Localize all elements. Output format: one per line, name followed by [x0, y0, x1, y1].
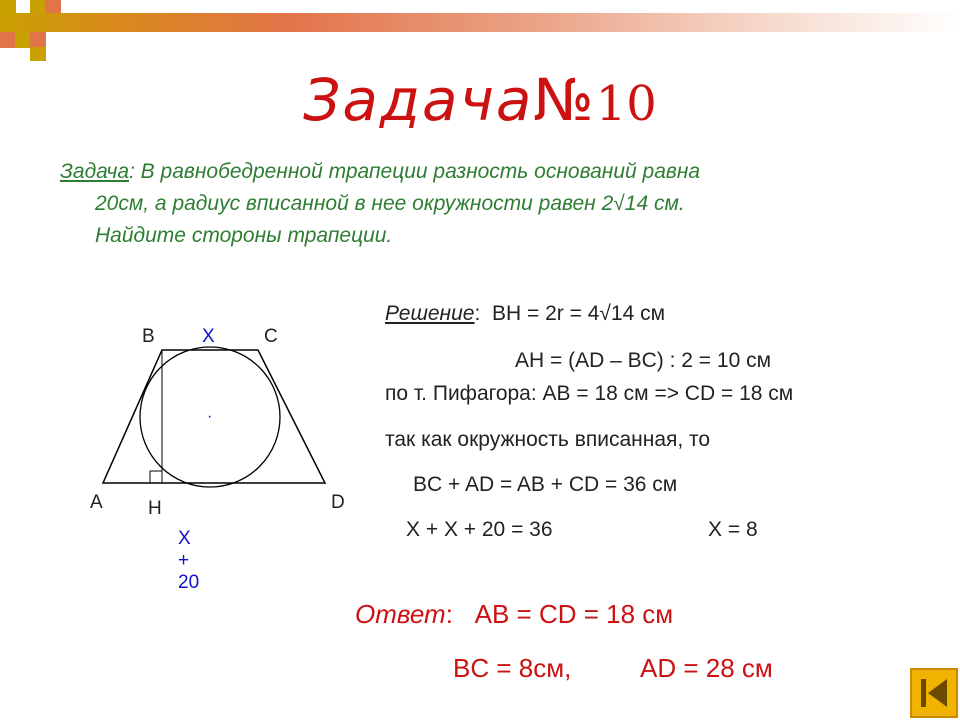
vertex-d-label: D	[331, 492, 345, 513]
solution-label: Решение	[385, 302, 475, 325]
base-bc-label: X	[202, 326, 215, 347]
solution-line-2: AH = (AD – BC) : 2 = 10 см	[515, 349, 772, 372]
base-ad-label: X + 20	[178, 528, 200, 593]
problem-statement	[60, 156, 900, 252]
title-text: Задача	[303, 66, 534, 134]
vertex-c-label: C	[264, 326, 278, 347]
back-to-start-button[interactable]	[910, 668, 958, 718]
title-number: 10	[595, 76, 657, 132]
solution-line-5: BC + AD = AB + CD = 36 см	[413, 473, 678, 496]
trapezoid-diagram	[0, 300, 380, 560]
solution-line-1-text: BH = 2r = 4√14 см	[480, 302, 666, 325]
problem-line-1: В равнобедренной трапеции разность оснований равна	[134, 160, 701, 183]
slide-title	[0, 62, 960, 142]
trapezoid-outline	[103, 350, 325, 483]
problem-separator: :	[129, 160, 135, 183]
title-number-sign: №	[533, 66, 596, 134]
problem-label: Задача	[60, 160, 129, 183]
solution-line-6b: X = 8	[708, 518, 758, 541]
answer-line-2b: AD = 28 см	[640, 653, 773, 683]
answer-line-2a: BC = 8см,	[453, 653, 572, 683]
solution-line-4: так как окружность вписанная, то	[385, 428, 711, 451]
vertex-b-label: B	[142, 326, 155, 347]
solution-line-1	[385, 301, 665, 327]
solution-line-6a: X + X + 20 = 36	[406, 518, 553, 541]
answer-label: Ответ	[355, 599, 446, 629]
answer-line-1	[355, 598, 673, 630]
center-mark: ·	[207, 408, 213, 425]
vertex-a-label: A	[90, 492, 103, 513]
answer-separator: :	[445, 599, 453, 629]
problem-line-3: Найдите стороны трапеции.	[95, 224, 393, 247]
skip-back-icon	[912, 670, 956, 716]
solution-separator: :	[474, 302, 481, 325]
solution-line-3: по т. Пифагора: AB = 18 см => CD = 18 см	[385, 382, 794, 405]
header-bar	[0, 13, 960, 32]
problem-line-2: 20см, а радиус вписанной в нее окружности равен 2√14 см.	[95, 192, 685, 215]
right-angle-mark	[150, 471, 162, 483]
answer-line-1-text: AB = CD = 18 см	[452, 599, 674, 629]
foot-h-label: H	[148, 498, 162, 519]
